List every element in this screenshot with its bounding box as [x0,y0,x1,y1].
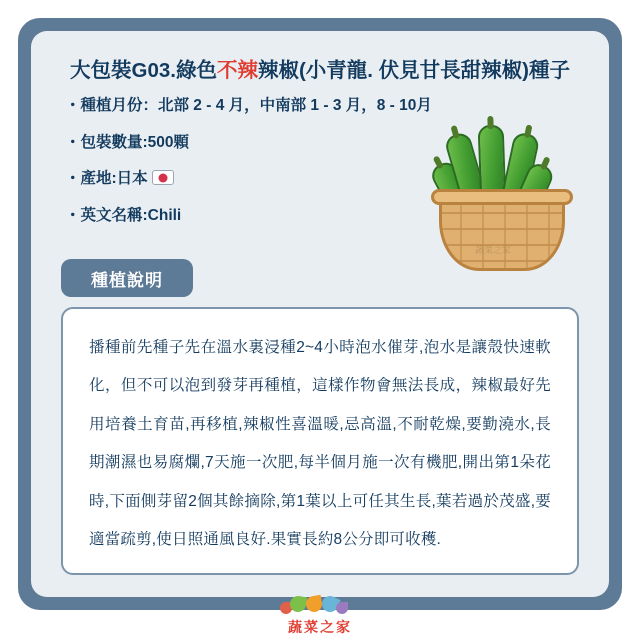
list-item: ・英文名稱:Chili [65,206,182,224]
illustration-watermark: 蔬菜之家 [475,245,512,255]
list-item-origin [65,170,445,189]
spec-list [65,97,445,243]
planting-instructions-text: 播種前先種子先在溫水裏浸種2~4小時泡水催芽,泡水是讓殼快速軟化，但不可以泡到發芽再種植，這樣作物會無法長成，辣椒最好先用培養土育苗,再移植,辣椒性喜溫暖,忌高溫,不耐乾燥,要勤澆水,長期潮濕也易腐爛,7天施一次肥,每半個月施一次有機肥,開出第1朵花時,下面側芽留2個其餘摘除,第1葉以上可任其生長,葉若過於茂盛,要適當疏剪,使日照通風良好.果實長約8公分即可收穫. [89,339,551,549]
brand-logo [260,594,380,638]
leaf-icon [336,602,348,614]
japan-flag-icon [152,170,174,185]
leaf-cluster-icon [260,594,380,616]
title-part-1: 大包裝G03.綠色 [70,59,217,82]
leaf-icon [305,595,324,614]
pepper-stem-icon [540,156,551,170]
pepper-stem-icon [487,116,493,129]
leaf-icon [289,595,308,614]
pepper-stem-icon [524,124,533,138]
inner-panel [31,31,609,597]
brand-name: 蔬菜之家 [288,619,352,635]
pepper-stem-icon [433,155,444,169]
planting-instructions-box [61,307,579,575]
pepper-basket-illustration [417,117,587,277]
page-title [31,53,609,83]
pepper-stem-icon [450,125,459,139]
list-item: ・種植月份：北部 2 - 4 月，中南部 1 - 3 月，8 - 10月 [65,97,432,114]
outer-card [18,18,622,610]
title-part-3: 辣椒(小青龍. 伏見甘長甜辣椒)種子 [257,59,570,82]
basket-rim-icon [431,189,573,205]
list-item: ・包裝數量:500顆 [65,133,190,151]
list-item-origin-label: ・產地:日本 [65,170,148,188]
section-tab-planting-instructions: 種植說明 [61,259,193,297]
title-highlight: 不辣 [216,59,258,82]
basket-icon [439,195,565,271]
